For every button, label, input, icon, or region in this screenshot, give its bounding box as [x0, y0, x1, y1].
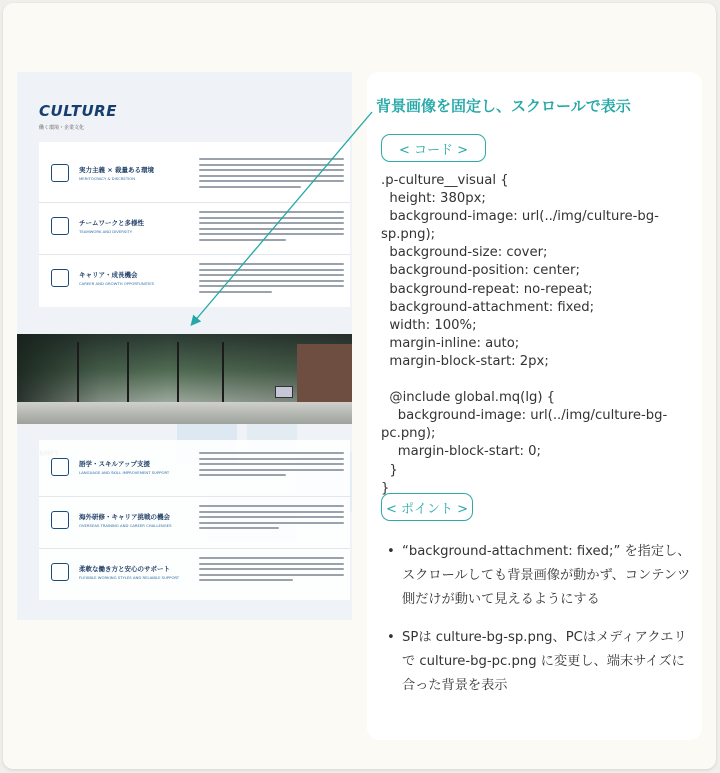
row-title: 海外研修・キャリア挑戦の機会	[79, 513, 170, 521]
badge-icon	[51, 164, 69, 182]
culture-row	[39, 150, 350, 200]
culture-row	[39, 254, 350, 304]
row-title: チームワークと多様性	[79, 219, 144, 227]
code-line: margin-block-start: 0;	[381, 444, 541, 460]
code-line: pc.png);	[381, 426, 436, 442]
row-subtitle: OVERSEAS TRAINING AND CAREER CHALLENGES	[79, 523, 172, 528]
row-text	[199, 557, 344, 585]
row-text	[199, 158, 344, 192]
row-subtitle: FLEXIBLE WORKING STYLES AND RELIABLE SUPPORT	[79, 575, 180, 580]
code-line: background-attachment: fixed;	[381, 299, 595, 315]
culture-row	[39, 202, 350, 252]
code-line: margin-inline: auto;	[381, 335, 520, 351]
row-text	[199, 452, 344, 480]
mockup-subtitle: 働く環境・企業文化	[39, 125, 85, 131]
code-line: margin-block-start: 2px;	[381, 353, 549, 369]
benefit-row	[39, 444, 350, 494]
code-line: sp.png);	[381, 227, 436, 243]
point-label: < ポイント >	[381, 493, 473, 521]
code-line: height: 380px;	[381, 191, 486, 207]
row-subtitle: LANGUAGE AND SKILL IMPROVEMENT SUPPORT	[79, 470, 170, 475]
book-icon	[51, 458, 69, 476]
row-subtitle: MERITOCRACY & DISCRETION	[79, 176, 136, 181]
monitor-icon	[275, 386, 293, 398]
benefit-row	[39, 496, 350, 546]
code-line: background-repeat: no-repeat;	[381, 281, 593, 297]
row-text	[199, 263, 344, 297]
code-label: < コード >	[381, 134, 486, 162]
code-line: background-size: cover;	[381, 245, 548, 261]
mockup-title: CULTURE	[39, 102, 117, 120]
code-line	[381, 371, 681, 389]
code-line: background-position: center;	[381, 263, 580, 279]
culture-card	[39, 142, 350, 307]
row-title: 実力主義 × 裁量ある環境	[79, 166, 154, 174]
code-line: background-image: url(../img/culture-bg-	[381, 408, 668, 424]
row-title: キャリア・成長機会	[79, 271, 138, 279]
code-line: .p-culture__visual {	[381, 173, 509, 188]
point-item: • “background-attachment: fixed;” を指定し、スクロールしても背景画像が動かず、コンテンツ側だけが動いて見えるようにする	[387, 540, 692, 612]
hands-icon	[51, 563, 69, 581]
office-background-photo	[17, 334, 352, 424]
row-subtitle: CAREER AND GROWTH OPPORTUNITIES	[79, 281, 155, 286]
code-line: background-image: url(../img/culture-bg-	[381, 209, 659, 225]
code-block	[381, 172, 681, 498]
code-line: }	[381, 462, 398, 478]
site-mockup-image	[17, 72, 352, 620]
team-icon	[51, 217, 69, 235]
growth-icon	[51, 269, 69, 287]
code-line: }	[381, 480, 390, 496]
row-title: 語学・スキルアップ支援	[79, 460, 150, 468]
benefits-card	[39, 440, 350, 600]
panel-heading: 背景画像を固定し、スクロールで表示	[376, 97, 631, 115]
row-text	[199, 211, 344, 245]
code-line: @include global.mq(lg) {	[381, 390, 556, 406]
point-list	[387, 540, 692, 712]
row-subtitle: TEAMWORK AND DIVERSITY	[79, 229, 133, 234]
benefit-row	[39, 548, 350, 598]
row-text	[199, 505, 344, 533]
globe-icon	[51, 511, 69, 529]
code-line: width: 100%;	[381, 317, 477, 333]
row-title: 柔軟な働き方と安心のサポート	[79, 565, 170, 573]
point-item: • SPは culture-bg-sp.png、PCはメディアクエリで culture-bg-pc.png に変更し、端末サイズに合った背景を表示	[387, 626, 692, 698]
